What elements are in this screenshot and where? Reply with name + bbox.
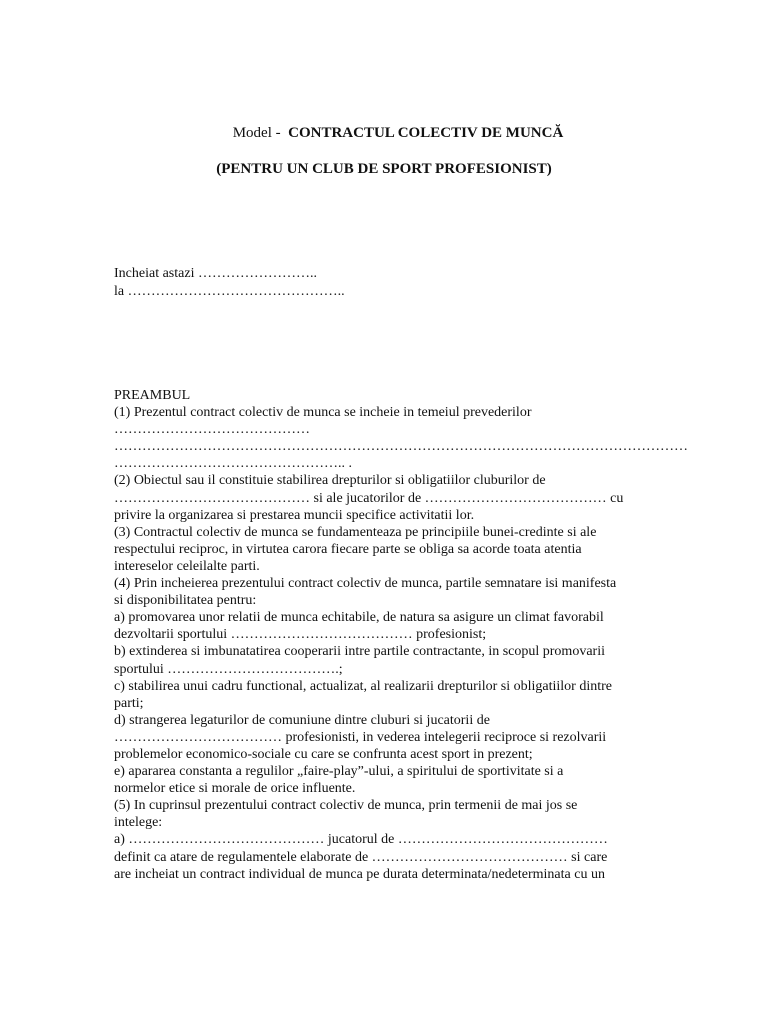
body-line: (5) In cuprinsul prezentului contract colectiv de munca, prin termenii de mai jos se bbox=[114, 798, 578, 814]
body-line: definit ca atare de regulamentele elaborate de …………………………………… si care bbox=[114, 849, 608, 865]
body-line: …………………………………… si ale jucatorilor de ………………………………… cu bbox=[114, 490, 624, 506]
contract-header bbox=[114, 265, 345, 301]
body-line: (3) Contractul colectiv de munca se fundamenteaza pe principiile bunei-credinte si ale bbox=[114, 524, 597, 540]
location-line: la ……………………………………….. bbox=[114, 284, 345, 299]
body-line: ………………………………………….. . bbox=[114, 456, 352, 472]
body-line: si disponibilitatea pentru: bbox=[114, 593, 257, 609]
body-line: (2) Obiectul sau il constituie stabilirea drepturilor si obligatiilor cluburilor de bbox=[114, 473, 546, 489]
title-prefix: Model - bbox=[232, 125, 281, 141]
body-line: intereselor celeilalte parti. bbox=[114, 558, 260, 574]
body-line: b) extinderea si imbunatatirea cooperarii intre partile contractante, in scopul promovarii bbox=[114, 644, 605, 660]
body-line: respectului reciproc, in virtutea carora fiecare parte se obliga sa acorde toata atentia bbox=[114, 541, 582, 557]
body-line: d) strangerea legaturilor de comuniune dintre cluburi si jucatorii de bbox=[114, 712, 490, 728]
section-heading-preambul: PREAMBUL bbox=[114, 388, 191, 403]
body-line: problemelor economico-sociale cu care se confrunta acest sport in prezent; bbox=[114, 746, 533, 762]
body-line: intelege: bbox=[114, 815, 163, 831]
body-line: are incheiat un contract individual de munca pe durata determinata/nedeterminata cu un bbox=[114, 866, 605, 882]
body-line: a) …………………………………… jucatorul de ……………………………………… bbox=[114, 832, 608, 848]
title-main: CONTRACTUL COLECTIV DE MUNCĂ bbox=[288, 125, 564, 141]
document-title bbox=[0, 124, 768, 142]
body-line: (4) Prin incheierea prezentului contract colectiv de munca, partile semnatare isi manifesta bbox=[114, 576, 617, 592]
body-line: …………………………………… bbox=[114, 422, 310, 438]
body-line: dezvoltarii sportului ………………………………… profesionist; bbox=[114, 627, 487, 643]
body-line: ……………………………… profesionisti, in vederea intelegerii reciproce si rezolvarii bbox=[114, 729, 607, 745]
body-line: parti; bbox=[114, 695, 144, 711]
body-line: (1) Prezentul contract colectiv de munca se incheie in temeiul prevederilor bbox=[114, 405, 532, 421]
concluded-date-line: Incheiat astazi …………………….. bbox=[114, 266, 317, 281]
contract-body bbox=[114, 387, 688, 883]
body-line: e) apararea constanta a regulilor „faire-play”-ului, a spiritului de sportivitate si a bbox=[114, 764, 564, 780]
body-line: normelor etice si morale de orice influente. bbox=[114, 781, 356, 797]
body-line: privire la organizarea si prestarea muncii specifice activitatii lor. bbox=[114, 507, 475, 523]
body-line: c) stabilirea unui cadru functional, actualizat, al realizarii drepturilor si obligatiilor dintre bbox=[114, 678, 612, 694]
document-subtitle: (PENTRU UN CLUB DE SPORT PROFESIONIST) bbox=[216, 161, 552, 177]
body-line: a) promovarea unor relatii de munca echitabile, de natura sa asigure un climat favorabil bbox=[114, 610, 604, 626]
body-line: …………………………………………………………………………………………………………… bbox=[114, 439, 688, 455]
body-line: sportului ……………………………….; bbox=[114, 661, 343, 677]
